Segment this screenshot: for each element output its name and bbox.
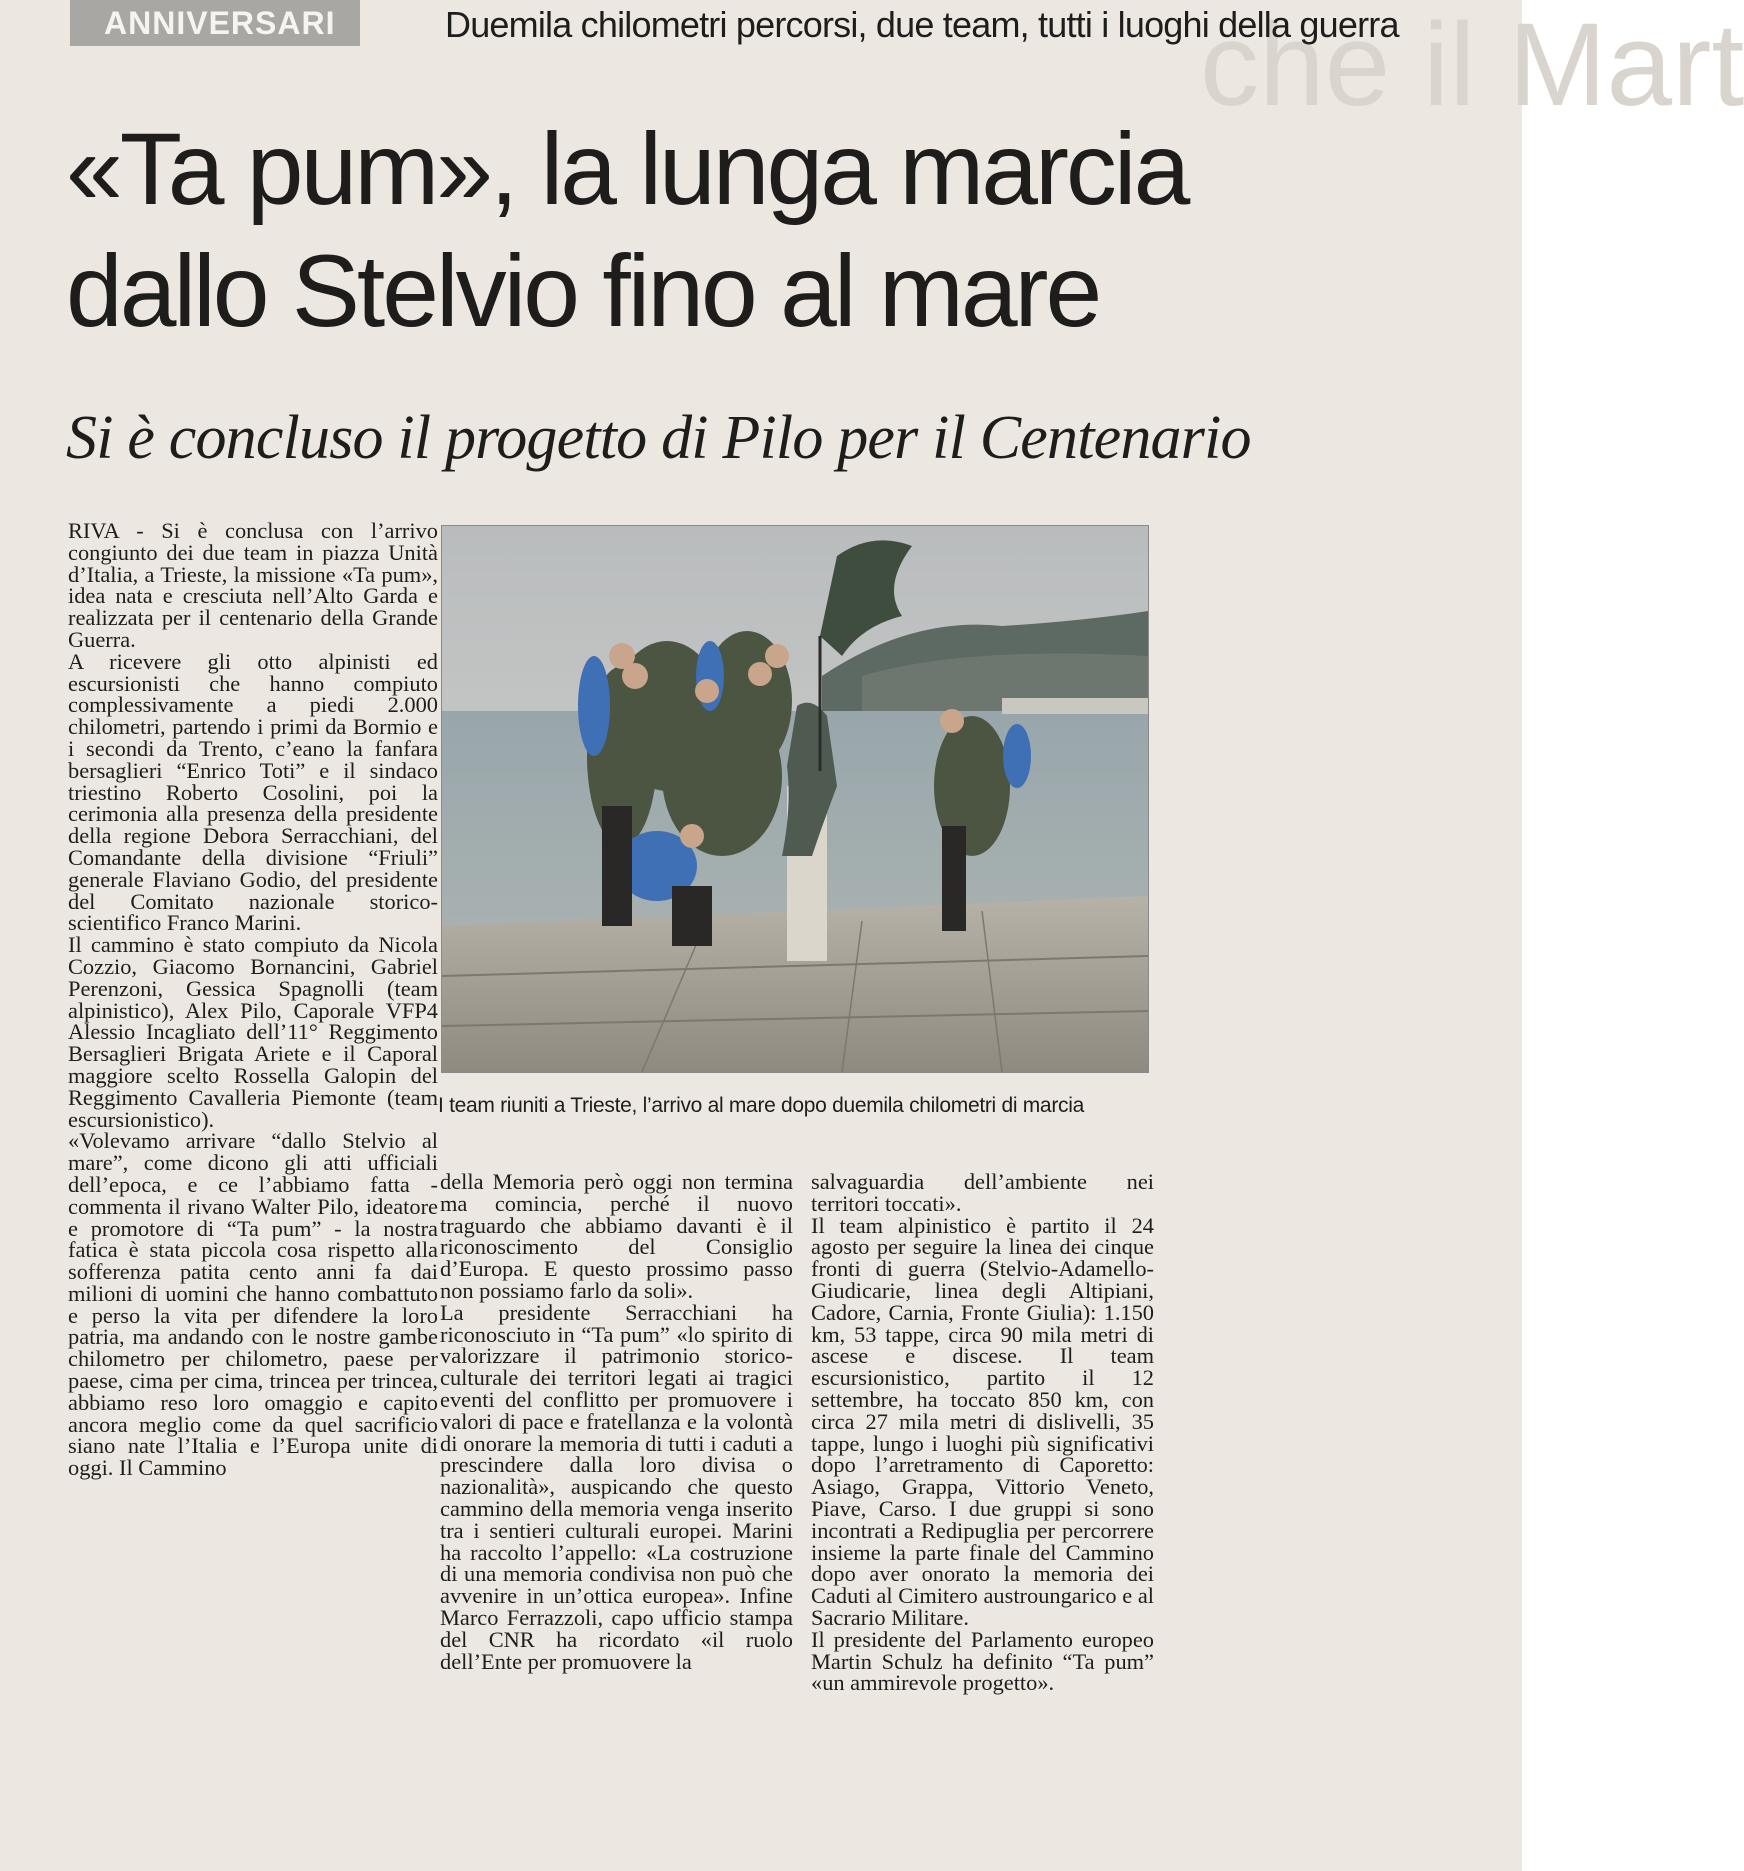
article-column-1	[68, 520, 438, 1479]
subheadline: Si è concluso il progetto di Pilo per il Centenario	[66, 404, 1251, 472]
article-column-2	[440, 1171, 793, 1672]
paragraph: Il presidente del Parlamento europeo Martin Schulz ha definito “Ta pum” «un ammirevole progetto».	[811, 1626, 1154, 1696]
paragraph: salvaguardia dell’ambiente nei territori toccati».	[811, 1169, 1154, 1216]
section-label: ANNIVERSARI	[70, 0, 360, 46]
headline	[66, 108, 1521, 352]
article-column-3	[811, 1171, 1154, 1694]
headline-line-2: dallo Stelvio fino al mare	[66, 234, 1100, 348]
paragraph: La presidente Serracchiani ha riconosciuto in “Ta pum” «lo spirito di valorizzare il patrimonio storico-culturale dei territori legati ai tragici eventi del conflitto per promuovere i valori di pace e fratellanza e la volontà di onorare la memoria di tutti i caduti a prescindere dalla loro divisa o nazionalità», auspicando che questo cammino della memoria venga inserito tra i sentieri culturali europei. Marini ha raccolto l’appello: «La costruzione di una memoria condivisa non può che avvenire in un’ottica europea». Infine Marco Ferrazzoli, capo ufficio stampa del CNR ha ricordato «il ruolo dell’Ente per promuovere la	[440, 1299, 793, 1674]
bleed-through-text: che il Mart	[1200, 0, 1744, 131]
overline: Duemila chilometri percorsi, due team, tutti i luoghi della guerra	[445, 4, 1399, 45]
headline-line-1: «Ta pum», la lunga marcia	[66, 112, 1188, 226]
paragraph: della Memoria però oggi non termina ma comincia, perché il nuovo traguardo che abbiamo davanti è il riconoscimento del Consiglio d’Europa. E questo prossimo passo non possiamo farlo da soli».	[440, 1169, 793, 1303]
paragraph: Il team alpinistico è partito il 24 agosto per seguire la linea dei cinque fronti di guerra (Stelvio-Adamello-Giudicarie, linea degli Altipiani, Cadore, Carnia, Fronte Giulia): 1.150 km, 53 tappe, circa 90 mila metri di ascese e discese. Il team escursionistico, partito il 12 settembre, ha toccato 850 km, con circa 27 mila metri di dislivelli, 35 tappe, lungo i luoghi più significativi dopo l’arretramento di Caporetto: Asiago, Grappa, Vittorio Veneto, Piave, Carso. I due gruppi si sono incontrati a Redipuglia per percorrere insieme la parte finale del Cammino dopo aver onorato la memoria dei Caduti al Cimitero austroungarico e al Sacrario Militare.	[811, 1212, 1154, 1630]
paragraph: A ricevere gli otto alpinisti ed escursionisti che hanno compiuto complessivamente a piedi 2.000 chilometri, partendo i primi da Bormio e i secondi da Trento, c’eano la fanfara bersaglieri “Enrico Toti” e il sindaco triestino Roberto Cosolini, poi la cerimonia alla presenza della presidente della regione Debora Serracchiani, del Comandante della divisione “Friuli” generale Flaviano Godio, del presidente del Comitato nazionale storico-scientifico Franco Marini.	[68, 648, 438, 936]
photo-caption: I team riuniti a Trieste, l’arrivo al mare dopo duemila chilometri di marcia	[438, 1094, 1084, 1117]
photo-team-trieste	[441, 525, 1149, 1073]
paragraph: RIVA - Si è conclusa con l’arrivo congiunto dei due team in piazza Unità d’Italia, a Trieste, la missione «Ta pum», idea nata e cresciuta nell’Alto Garda e realizzata per il centenario della Grande Guerra.	[68, 518, 438, 652]
paragraph: «Volevamo arrivare “dallo Stelvio al mare”, come dicono gli atti ufficiali dell’epoca, e ce l’abbiamo fatta - commenta il rivano Walter Pilo, ideatore e promotore di “Ta pum” - la nostra fatica è stata piccola cosa rispetto alla sofferenza patita cento anni fa dai milioni di uomini che hanno combattuto e perso la vita per difendere la loro patria, ma andando con le nostre gambe chilometro per chilometro, paese per paese, cima per cima, trincea per trincea, abbiamo reso loro omaggio e capito ancora meglio come da quel sacrificio siano nate l’Italia e l’Europa unite di oggi. Il Cammino	[68, 1128, 438, 1481]
paragraph: Il cammino è stato compiuto da Nicola Cozzio, Giacomo Bornancini, Gabriel Perenzoni, Gessica Spagnolli (team alpinistico), Alex Pilo, Caporale VFP4 Alessio Incagliato dell’11° Reggimento Bersaglieri Brigata Ariete e il Caporal maggiore scelto Rossella Galopin del Reggimento Cavalleria Piemonte (team escursionistico).	[68, 932, 438, 1132]
